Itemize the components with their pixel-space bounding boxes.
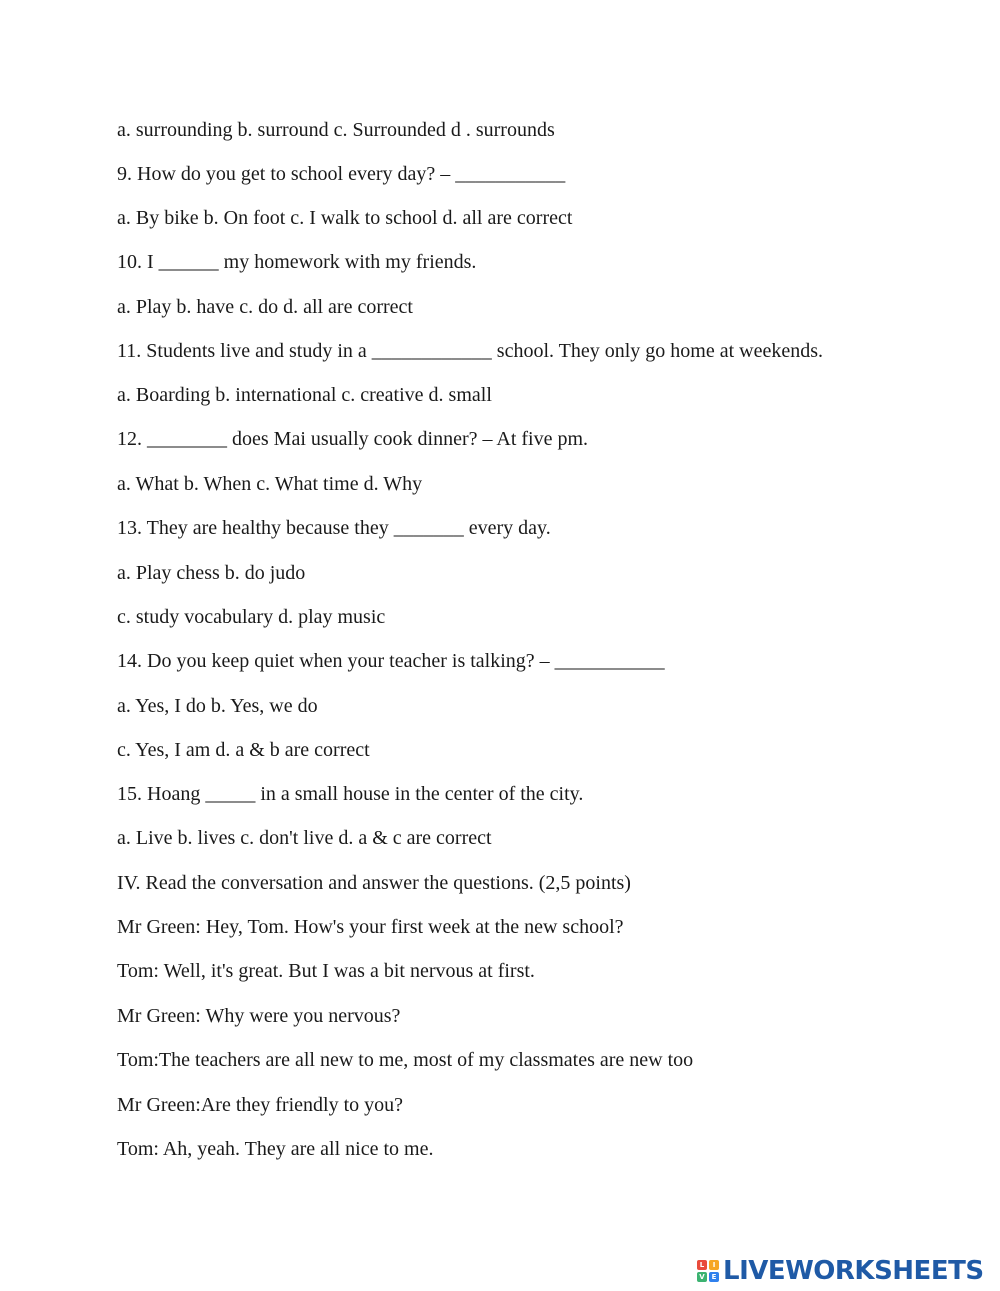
question-14: 14. Do you keep quiet when your teacher is talking? – ___________ bbox=[117, 650, 665, 672]
dialogue-line-1: Mr Green: Hey, Tom. How's your first week at the new school? bbox=[117, 916, 624, 938]
question-12: 12. ________ does Mai usually cook dinner? – At five pm. bbox=[117, 428, 589, 450]
dialogue-line-6: Tom: Ah, yeah. They are all nice to me. bbox=[117, 1138, 434, 1160]
dialogue-line-4: Tom:The teachers are all new to me, most of my classmates are new too bbox=[117, 1049, 694, 1071]
liveworksheets-logo bbox=[697, 1255, 984, 1287]
option-line-q13-a: a. Play chess b. do judo bbox=[117, 562, 306, 584]
logo-mark-letter: E bbox=[709, 1272, 719, 1282]
option-line-q14-b: c. Yes, I am d. a & b are correct bbox=[117, 739, 370, 761]
option-line-q9: a. By bike b. On foot c. I walk to school d. all are correct bbox=[117, 207, 573, 229]
option-line-q12: a. What b. When c. What time d. Why bbox=[117, 473, 423, 495]
option-line-q15: a. Live b. lives c. don't live d. a & c are correct bbox=[117, 827, 492, 849]
question-11: 11. Students live and study in a ____________ school. They only go home at weekends. bbox=[117, 340, 824, 362]
logo-mark-letter: I bbox=[709, 1260, 719, 1270]
option-line-q13-b: c. study vocabulary d. play music bbox=[117, 606, 386, 628]
question-15: 15. Hoang _____ in a small house in the center of the city. bbox=[117, 783, 584, 805]
logo-mark-letter: L bbox=[697, 1260, 707, 1270]
question-10: 10. I ______ my homework with my friends. bbox=[117, 251, 477, 273]
option-line-q14-a: a. Yes, I do b. Yes, we do bbox=[117, 695, 318, 717]
dialogue-line-2: Tom: Well, it's great. But I was a bit nervous at first. bbox=[117, 960, 535, 982]
logo-mark-icon bbox=[697, 1260, 719, 1282]
logo-mark-letter: V bbox=[697, 1272, 707, 1282]
dialogue-line-3: Mr Green: Why were you nervous? bbox=[117, 1005, 401, 1027]
option-line-q11: a. Boarding b. international c. creative d. small bbox=[117, 384, 492, 406]
dialogue-line-5: Mr Green:Are they friendly to you? bbox=[117, 1094, 404, 1116]
option-line-q8: a. surrounding b. surround c. Surrounded d . surrounds bbox=[117, 119, 555, 141]
question-9: 9. How do you get to school every day? – ___________ bbox=[117, 163, 566, 185]
logo-text: LIVEWORKSHEETS bbox=[723, 1256, 984, 1286]
option-line-q10: a. Play b. have c. do d. all are correct bbox=[117, 296, 413, 318]
question-13: 13. They are healthy because they _______ every day. bbox=[117, 517, 551, 539]
section-heading-iv: IV. Read the conversation and answer the questions. (2,5 points) bbox=[117, 872, 631, 894]
